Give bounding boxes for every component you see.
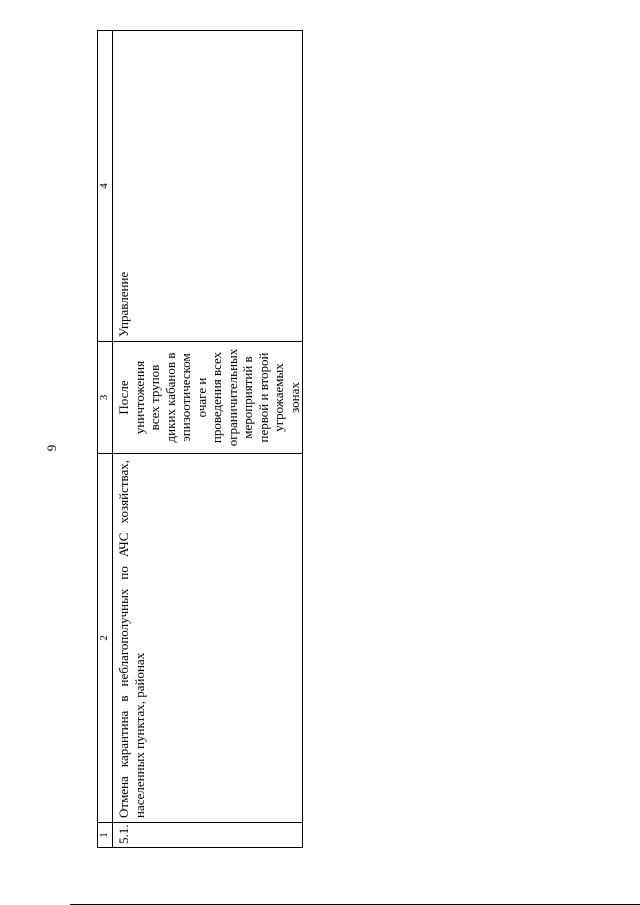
measure-name-line-2: населенных пунктах, районах bbox=[131, 652, 147, 818]
term-line: После bbox=[116, 380, 131, 415]
measure-name-line-1: Отмена карантина в неблагополучных по АЧС хозяйствах, bbox=[116, 460, 131, 818]
measure-name bbox=[113, 454, 303, 823]
header-col-1: 1 bbox=[98, 823, 113, 848]
measures-table-rotated bbox=[97, 31, 302, 848]
header-col-4: 4 bbox=[98, 31, 113, 342]
executor: Управление bbox=[113, 31, 303, 342]
table-header-row bbox=[98, 31, 113, 848]
term-line: уничтожения bbox=[131, 360, 147, 435]
term-line: угрожаемых bbox=[271, 363, 286, 432]
term-line: мероприятий в bbox=[240, 356, 255, 439]
header-col-2: 2 bbox=[98, 454, 113, 823]
term-line: всех трупов bbox=[147, 364, 162, 431]
page-number: 9 bbox=[44, 444, 59, 452]
measures-table bbox=[97, 30, 303, 848]
term-line: первой и второй bbox=[255, 352, 271, 443]
measure-term bbox=[113, 342, 303, 454]
term-line: очаге и bbox=[193, 377, 209, 418]
header-col-3: 3 bbox=[98, 342, 113, 454]
term-line: ограничительных bbox=[224, 348, 240, 447]
term-line: эпизоотическом bbox=[178, 353, 193, 442]
term-line: проведения всех bbox=[209, 351, 224, 444]
row-number: 5.1. bbox=[113, 823, 303, 848]
term-line: зонах bbox=[286, 382, 302, 413]
measures-table-frame bbox=[97, 31, 302, 848]
table-row bbox=[113, 31, 303, 848]
term-line: диких кабанов в bbox=[162, 352, 178, 443]
